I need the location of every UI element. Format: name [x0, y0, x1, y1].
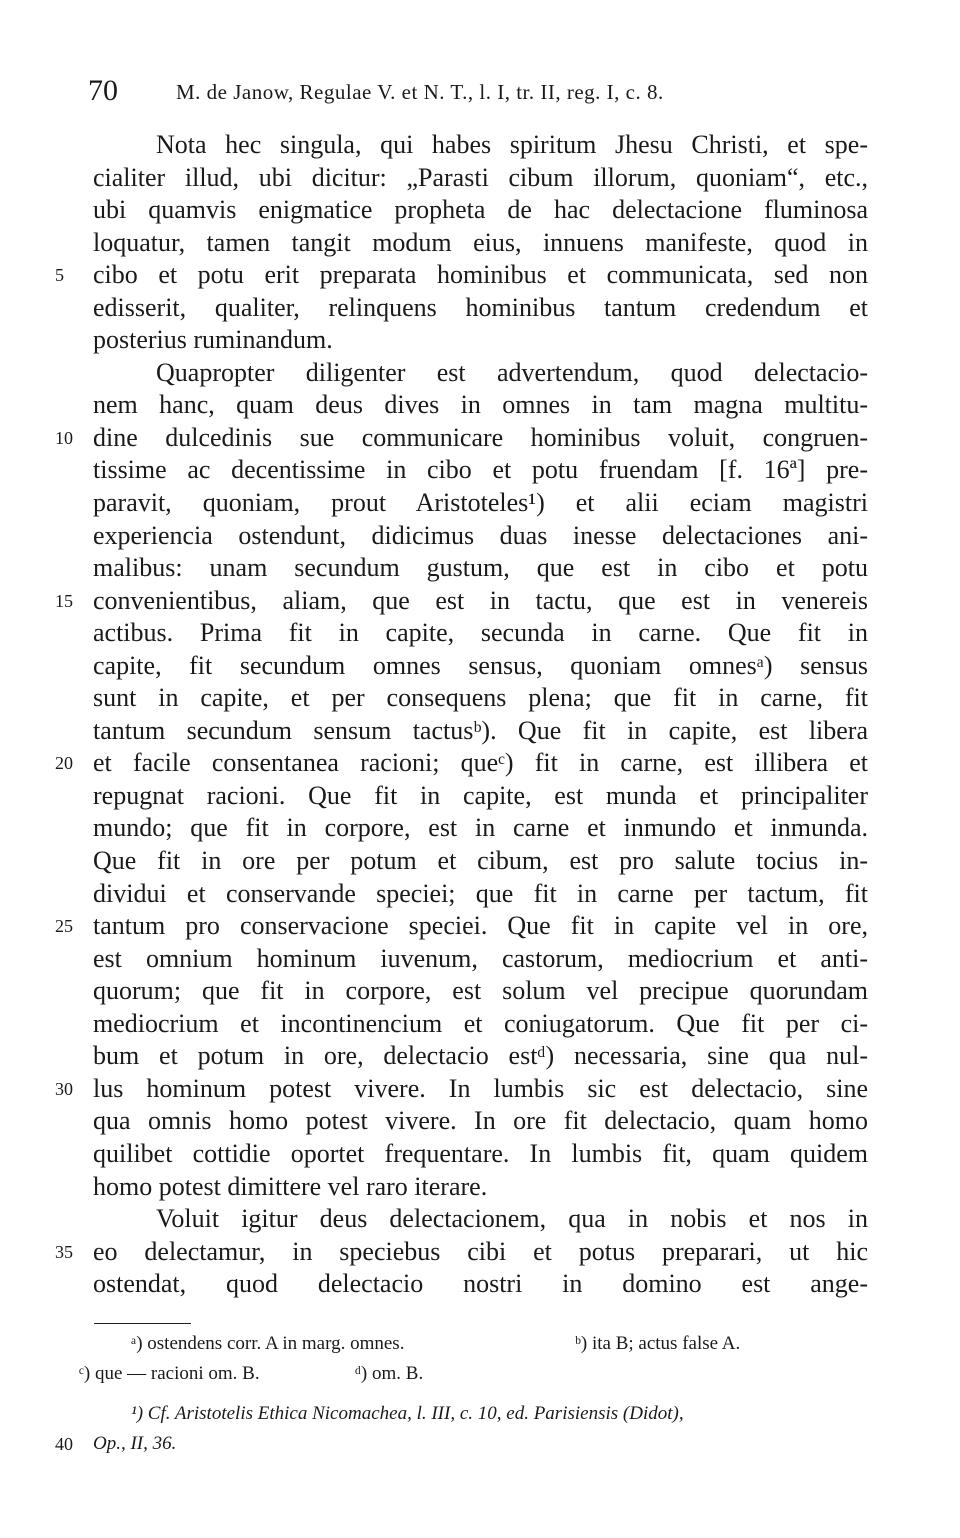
line-text: lus hominum potest vivere. In lumbis sic est delectacio, sine — [93, 1073, 868, 1103]
line-text: quilibet cottidie oportet frequentare. In lumbis fit, quam quidem — [93, 1138, 868, 1168]
text-line — [93, 1268, 868, 1301]
footnote-reference: ¹) Cf. Aristotelis Ethica Nicomachea, l. III, c. 10, ed. Parisiensis (Didot), — [131, 1403, 684, 1424]
text-line — [55, 1073, 868, 1106]
line-text: dine dulcedinis sue communicare hominibus voluit, congruen- — [93, 422, 868, 452]
page-header — [88, 74, 888, 114]
footnotes — [55, 1323, 873, 1459]
text-line — [93, 227, 868, 260]
text-line — [93, 1171, 868, 1204]
line-text: ostendat, quod delectacio nostri in domino est ange- — [93, 1269, 868, 1299]
text-line — [55, 910, 868, 943]
page-number: 70 — [88, 74, 118, 107]
line-text: Que fit in ore per potum et cibum, est pro salute tocius in- — [93, 846, 868, 876]
line-text: Voluit igitur deus delectacionem, qua in nobis et nos in — [156, 1204, 868, 1234]
line-text: actibus. Prima fit in capite, secunda in carne. Que fit in — [93, 618, 868, 648]
text-line — [93, 389, 868, 422]
line-text: ubi quamvis enigmatice propheta de hac delectacione fluminosa — [93, 195, 868, 225]
line-number: 20 — [55, 753, 73, 774]
text-line — [55, 422, 868, 455]
line-text: mundo; que fit in corpore, est in carne et inmundo et inmunda. — [93, 813, 868, 843]
text-line — [93, 682, 868, 715]
line-number: 15 — [55, 590, 73, 611]
text-line — [55, 747, 868, 780]
line-text: quorum; que fit in corpore, est solum vel precipue quorundam — [93, 976, 868, 1006]
line-number: 10 — [55, 427, 73, 448]
text-line — [93, 520, 868, 553]
footnote-reference-continued: Op., II, 36. — [93, 1433, 177, 1454]
text-line — [93, 1008, 868, 1041]
text-line — [93, 943, 868, 976]
text-line — [93, 650, 868, 683]
text-line — [93, 194, 868, 227]
text-line — [93, 487, 868, 520]
text-line — [93, 454, 868, 487]
line-text: nem hanc, quam deus dives in omnes in tam magna multitu- — [93, 390, 868, 420]
line-text: convenientibus, aliam, que est in tactu, que est in venereis — [93, 585, 868, 615]
text-line — [93, 1040, 868, 1073]
text-line — [93, 292, 868, 325]
footnote-row — [93, 1329, 873, 1359]
text-line — [93, 780, 868, 813]
text-line — [93, 1105, 868, 1138]
text-line — [93, 617, 868, 650]
running-title: M. de Janow, Regulae V. et N. T., l. I, tr. II, reg. I, c. 8. — [176, 80, 664, 104]
line-text: loquatur, tamen tangit modum eius, innuens manifeste, quod in — [93, 227, 868, 257]
footnote-b: ᵇ) ita B; actus false A. — [575, 1333, 741, 1354]
line-text: repugnat racioni. Que fit in capite, est munda et principaliter — [93, 780, 868, 810]
text-line — [93, 1203, 868, 1236]
line-number: 25 — [55, 916, 73, 937]
line-text: experiencia ostendunt, didicimus duas inesse delectaciones ani- — [93, 520, 868, 550]
footnote-row — [79, 1359, 873, 1389]
text-line — [93, 975, 868, 1008]
line-text: Quapropter diligenter est advertendum, quod delectacio- — [156, 357, 868, 387]
line-text: tissime ac decentissime in cibo et potu fruendam [f. 16ª] pre- — [93, 455, 868, 485]
footnote-a: ᵃ) ostendens corr. A in marg. omnes. — [131, 1333, 405, 1354]
text-line — [93, 1138, 868, 1171]
line-text: est omnium hominum iuvenum, castorum, mediocrium et anti- — [93, 943, 868, 973]
line-text: bum et potum in ore, delectacio estᵈ) necessaria, sine qua nul- — [93, 1041, 868, 1071]
text-line — [93, 552, 868, 585]
text-line — [93, 129, 868, 162]
line-number: 35 — [55, 1241, 73, 1262]
line-text: cibo et potu erit preparata hominibus et communicata, sed non — [93, 260, 868, 290]
line-number: 40 — [55, 1434, 73, 1454]
footnote-row — [93, 1399, 873, 1429]
text-line — [93, 357, 868, 390]
line-text: homo potest dimittere vel raro iterare. — [93, 1171, 488, 1201]
footnote-c: ᶜ) que — racioni om. B. — [79, 1363, 260, 1384]
text-line — [93, 845, 868, 878]
text-line — [93, 324, 868, 357]
text-line — [93, 812, 868, 845]
text-line — [55, 585, 868, 618]
line-text: sunt in capite, et per consequens plena; que fit in carne, fit — [93, 683, 868, 713]
line-number: 30 — [55, 1078, 73, 1099]
line-text: Nota hec singula, qui habes spiritum Jhesu Christi, et spe- — [156, 130, 868, 159]
line-text: malibus: unam secundum gustum, que est in cibo et potu — [93, 553, 868, 583]
line-text: capite, fit secundum omnes sensus, quoniam omnesᵃ) sensus — [93, 650, 868, 680]
line-text: eo delectamur, in speciebus cibi et potus preparari, ut hic — [93, 1236, 868, 1266]
line-text: dividui et conservande speciei; que fit in carne per tactum, fit — [93, 878, 868, 908]
line-text: paravit, quoniam, prout Aristoteles¹) et alii eciam magistri — [93, 488, 868, 518]
line-text: et facile consentanea racioni; queᶜ) fit in carne, est illibera et — [93, 748, 868, 778]
text-line — [93, 162, 868, 195]
line-text: qua omnis homo potest vivere. In ore fit delectacio, quam homo — [93, 1106, 868, 1136]
text-line — [93, 715, 868, 748]
text-line — [55, 1236, 868, 1269]
footnote-d: ᵈ) om. B. — [355, 1363, 424, 1384]
text-line — [55, 259, 868, 292]
line-number: 5 — [55, 265, 64, 286]
text-line — [93, 878, 868, 911]
footnote-row — [55, 1429, 873, 1459]
line-text: tantum secundum sensum tactusᵇ). Que fit in capite, est libera — [93, 715, 868, 745]
line-text: edisserit, qualiter, relinquens hominibus tantum credendum et — [93, 292, 868, 322]
line-text: tantum pro conservacione speciei. Que fit in capite vel in ore, — [93, 911, 868, 941]
main-text — [55, 129, 868, 1301]
line-text: posterius ruminandum. — [93, 325, 333, 355]
line-text: cialiter illud, ubi dicitur: „Parasti cibum illorum, quoniam“, etc., — [93, 162, 868, 192]
line-text: mediocrium et incontinencium et coniugatorum. Que fit per ci- — [93, 1008, 868, 1038]
